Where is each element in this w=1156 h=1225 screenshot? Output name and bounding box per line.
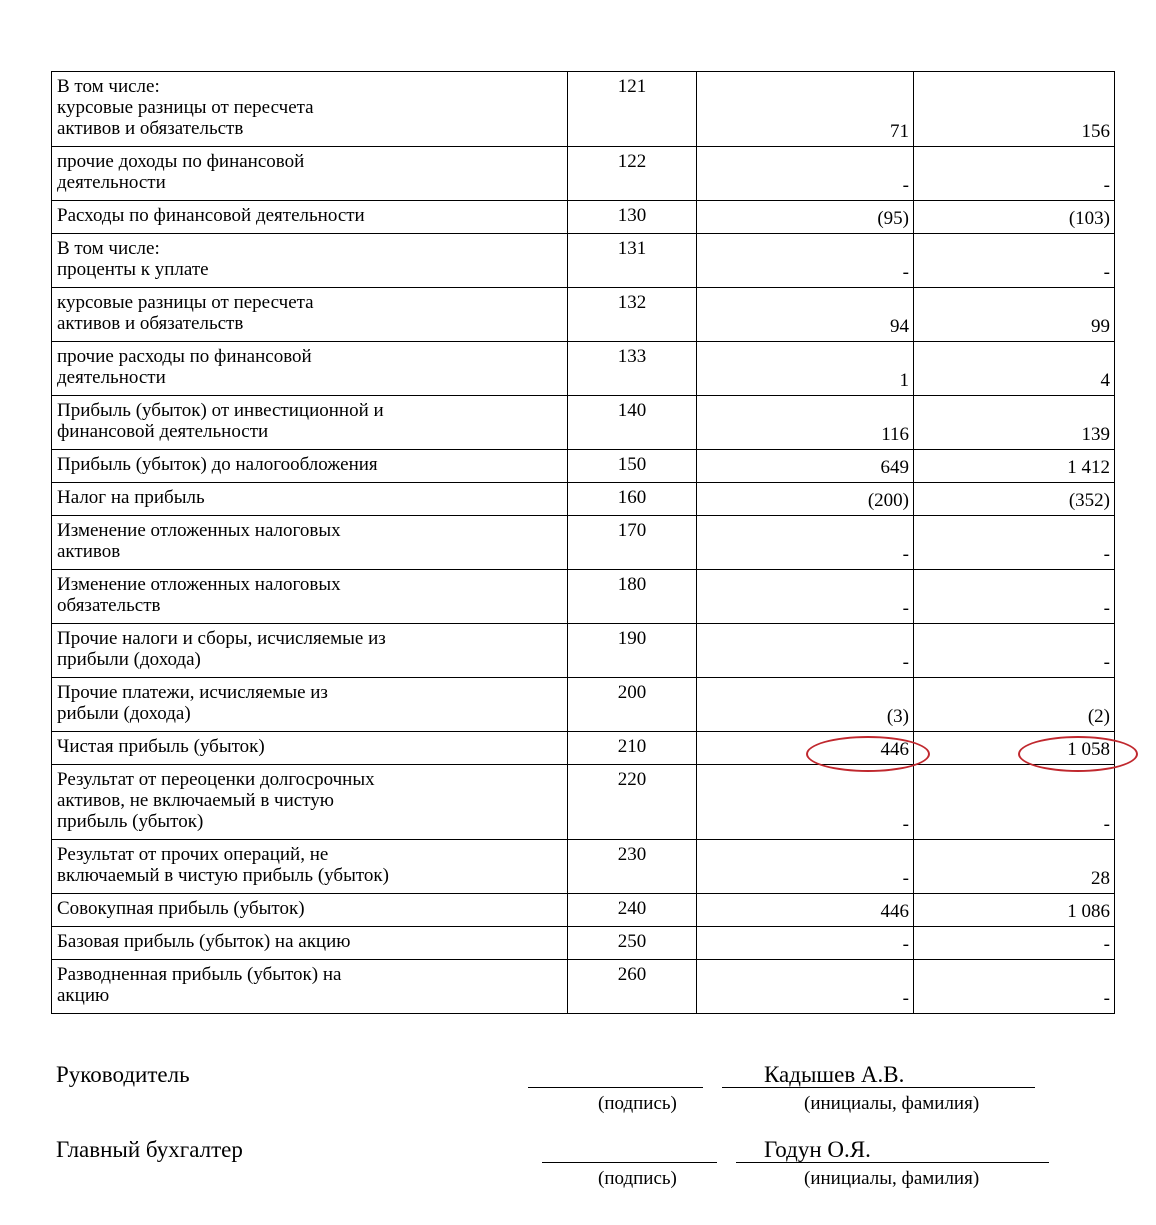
table-row — [52, 732, 1115, 765]
table-row — [52, 147, 1115, 201]
indicator-name-line: Прочие платежи, исчисляемые из — [57, 682, 328, 703]
indicator-name-line: В том числе: — [57, 76, 160, 97]
row-code: 132 — [568, 288, 697, 342]
row-indicator-name — [52, 342, 568, 396]
indicator-name-line: Изменение отложенных налоговых — [57, 520, 341, 541]
indicator-name-line: акцию — [57, 985, 110, 1006]
row-code: 260 — [568, 960, 697, 1014]
row-value-previous-period: (2) — [914, 678, 1115, 732]
row-value-current-period: (95) — [697, 201, 914, 234]
row-code: 121 — [568, 72, 697, 147]
row-value-current-period: 446 — [697, 732, 914, 765]
indicator-name-line: активов, не включаемый в чистую — [57, 790, 334, 811]
table-row — [52, 201, 1115, 234]
row-value-current-period: - — [697, 234, 914, 288]
row-code: 250 — [568, 927, 697, 960]
indicator-name-line: Прибыль (убыток) от инвестиционной и — [57, 400, 384, 421]
row-value-previous-period: (103) — [914, 201, 1115, 234]
indicator-name-line: активов и обязательств — [57, 118, 244, 139]
row-value-current-period: (200) — [697, 483, 914, 516]
indicator-name-line: Результат от прочих операций, не — [57, 844, 329, 865]
indicator-name-line: Результат от переоценки долгосрочных — [57, 769, 375, 790]
table-row — [52, 450, 1115, 483]
row-indicator-name — [52, 927, 568, 960]
row-value-current-period: 116 — [697, 396, 914, 450]
row-value-current-period: 446 — [697, 894, 914, 927]
indicator-name-line: активов — [57, 541, 121, 562]
indicator-name-line: прочие расходы по финансовой — [57, 346, 312, 367]
row-value-previous-period: - — [914, 570, 1115, 624]
row-code: 190 — [568, 624, 697, 678]
indicator-name-line: Разводненная прибыль (убыток) на — [57, 964, 342, 985]
row-value-previous-period: - — [914, 234, 1115, 288]
row-indicator-name — [52, 765, 568, 840]
indicator-name-line: Совокупная прибыль (убыток) — [57, 898, 305, 919]
director-role-label: Руководитель — [56, 1062, 190, 1087]
table-row — [52, 765, 1115, 840]
table-row — [52, 483, 1115, 516]
row-code: 140 — [568, 396, 697, 450]
row-code: 131 — [568, 234, 697, 288]
chief-accountant-signature-line — [542, 1162, 717, 1163]
indicator-name-line: Расходы по финансовой деятельности — [57, 205, 365, 226]
row-value-previous-period: - — [914, 624, 1115, 678]
row-indicator-name — [52, 72, 568, 147]
table-body — [52, 72, 1115, 1014]
indicator-name-line: прибыли (дохода) — [57, 649, 201, 670]
row-indicator-name — [52, 678, 568, 732]
row-value-current-period: 71 — [697, 72, 914, 147]
row-value-previous-period: - — [914, 516, 1115, 570]
indicator-name-line: Прибыль (убыток) до налогообложения — [57, 454, 378, 475]
director-name: Кадышев А.В. — [764, 1062, 905, 1087]
row-value-previous-period: - — [914, 147, 1115, 201]
row-value-previous-period: - — [914, 927, 1115, 960]
row-code: 220 — [568, 765, 697, 840]
table-row — [52, 396, 1115, 450]
row-value-current-period: - — [697, 960, 914, 1014]
table-row — [52, 624, 1115, 678]
row-value-previous-period: 1 058 — [914, 732, 1115, 765]
indicator-name-line: Налог на прибыль — [57, 487, 205, 508]
row-value-previous-period: (352) — [914, 483, 1115, 516]
indicator-name-line: деятельности — [57, 172, 166, 193]
row-value-current-period: - — [697, 570, 914, 624]
row-value-current-period: - — [697, 147, 914, 201]
row-value-current-period: - — [697, 516, 914, 570]
indicator-name-line: финансовой деятельности — [57, 421, 269, 442]
row-indicator-name — [52, 960, 568, 1014]
indicator-name-line: Базовая прибыль (убыток) на акцию — [57, 931, 351, 952]
indicator-name-line: Прочие налоги и сборы, исчисляемые из — [57, 628, 386, 649]
row-code: 230 — [568, 840, 697, 894]
indicator-name-line: курсовые разницы от пересчета — [57, 292, 314, 313]
row-value-previous-period: 139 — [914, 396, 1115, 450]
row-value-current-period: (3) — [697, 678, 914, 732]
row-value-current-period: - — [697, 840, 914, 894]
indicator-name-line: В том числе: — [57, 238, 160, 259]
row-code: 130 — [568, 201, 697, 234]
row-indicator-name — [52, 396, 568, 450]
director-signature-line — [528, 1087, 703, 1088]
row-value-current-period: 649 — [697, 450, 914, 483]
indicator-name-line: Изменение отложенных налоговых — [57, 574, 341, 595]
row-code: 160 — [568, 483, 697, 516]
indicator-name-line: деятельности — [57, 367, 166, 388]
row-value-current-period: - — [697, 927, 914, 960]
table-row — [52, 840, 1115, 894]
financial-results-table — [51, 71, 1115, 1014]
director-signature-caption: (подпись) — [598, 1093, 677, 1114]
table-row — [52, 960, 1115, 1014]
table-row — [52, 678, 1115, 732]
row-indicator-name — [52, 450, 568, 483]
row-value-previous-period: 1 412 — [914, 450, 1115, 483]
row-indicator-name — [52, 732, 568, 765]
row-value-previous-period: 156 — [914, 72, 1115, 147]
row-value-current-period: 94 — [697, 288, 914, 342]
row-indicator-name — [52, 624, 568, 678]
row-value-current-period: - — [697, 765, 914, 840]
row-code: 180 — [568, 570, 697, 624]
indicator-name-line: Чистая прибыль (убыток) — [57, 736, 265, 757]
indicator-name-line: проценты к уплате — [57, 259, 209, 280]
indicator-name-line: прибыль (убыток) — [57, 811, 204, 832]
row-value-previous-period: 28 — [914, 840, 1115, 894]
indicator-name-line: курсовые разницы от пересчета — [57, 97, 314, 118]
indicator-name-line: активов и обязательств — [57, 313, 244, 334]
row-value-previous-period: 99 — [914, 288, 1115, 342]
table-row — [52, 894, 1115, 927]
chief-accountant-name-caption: (инициалы, фамилия) — [804, 1168, 980, 1189]
row-value-previous-period: 4 — [914, 342, 1115, 396]
table-row — [52, 516, 1115, 570]
row-indicator-name — [52, 483, 568, 516]
indicator-name-line: прочие доходы по финансовой — [57, 151, 305, 172]
row-indicator-name — [52, 288, 568, 342]
row-code: 133 — [568, 342, 697, 396]
row-indicator-name — [52, 894, 568, 927]
table-row — [52, 570, 1115, 624]
table-row — [52, 927, 1115, 960]
director-name-caption: (инициалы, фамилия) — [804, 1093, 980, 1114]
chief-accountant-name: Годун О.Я. — [764, 1137, 871, 1162]
row-value-current-period: - — [697, 624, 914, 678]
row-code: 200 — [568, 678, 697, 732]
row-value-previous-period: 1 086 — [914, 894, 1115, 927]
indicator-name-line: включаемый в чистую прибыль (убыток) — [57, 865, 389, 886]
row-code: 122 — [568, 147, 697, 201]
row-indicator-name — [52, 147, 568, 201]
table-row — [52, 288, 1115, 342]
row-value-current-period: 1 — [697, 342, 914, 396]
row-indicator-name — [52, 201, 568, 234]
chief-accountant-signature-caption: (подпись) — [598, 1168, 677, 1189]
row-code: 210 — [568, 732, 697, 765]
indicator-name-line: обязательств — [57, 595, 161, 616]
table-row — [52, 72, 1115, 147]
row-indicator-name — [52, 570, 568, 624]
row-code: 240 — [568, 894, 697, 927]
row-code: 150 — [568, 450, 697, 483]
row-value-previous-period: - — [914, 960, 1115, 1014]
row-indicator-name — [52, 840, 568, 894]
indicator-name-line: рибыли (дохода) — [57, 703, 191, 724]
row-indicator-name — [52, 516, 568, 570]
table-row — [52, 342, 1115, 396]
row-indicator-name — [52, 234, 568, 288]
chief-accountant-role-label: Главный бухгалтер — [56, 1137, 243, 1162]
row-value-previous-period: - — [914, 765, 1115, 840]
row-code: 170 — [568, 516, 697, 570]
table-row — [52, 234, 1115, 288]
